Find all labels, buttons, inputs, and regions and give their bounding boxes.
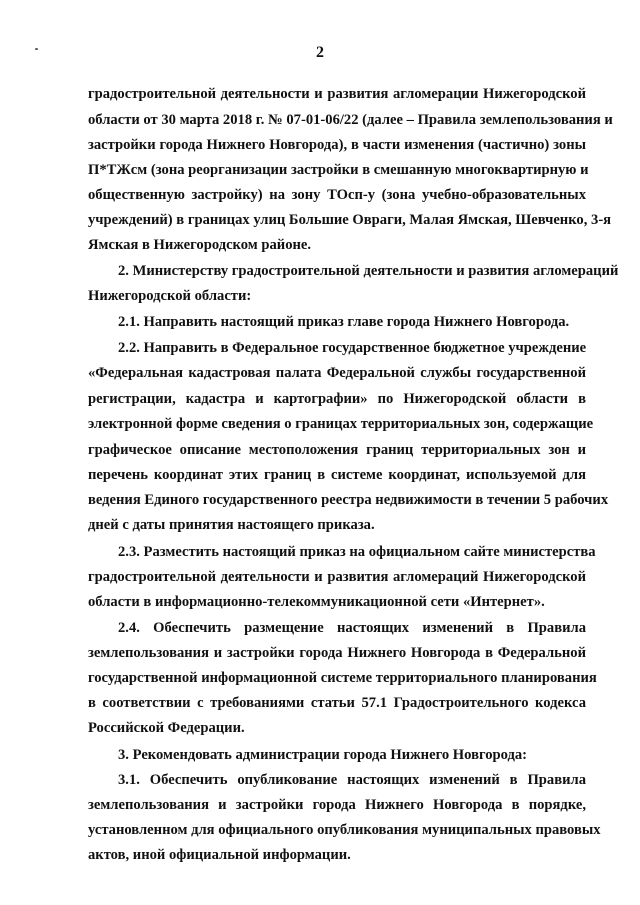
text-line: 2.4. Обеспечить размещение настоящих изменений в Правила — [118, 620, 586, 636]
text-line: актов, иной официальной информации. — [88, 847, 351, 863]
text-line: 2.2. Направить в Федеральное государственное бюджетное учреждение — [118, 340, 587, 356]
page-number: 2 — [316, 44, 324, 61]
text-line: Нижегородской области: — [88, 288, 252, 304]
text-line: 2.3. Разместить настоящий приказ на официальном сайте министерства — [118, 544, 596, 560]
text-line: землепользования и застройки города Нижнего Новгорода в Федеральной — [88, 645, 586, 661]
text-line: в соответствии с требованиями статьи 57.1 Градостроительного кодекса — [88, 695, 586, 711]
text-line: государственной информационной системе территориального планирования — [88, 670, 597, 686]
text-line: графическое описание местоположения границ территориальных зон и — [88, 442, 586, 458]
text-line: электронной форме сведения о границах территориальных зон, содержащие — [88, 416, 594, 432]
text-line: 2.1. Направить настоящий приказ главе города Нижнего Новгорода. — [118, 314, 570, 330]
text-line: области от 30 марта 2018 г. № 07-01-06/22 (далее – Правила землепользования и — [88, 112, 613, 128]
text-line: землепользования и застройки города Нижнего Новгорода в порядке, — [88, 797, 586, 813]
text-line: 3.1. Обеспечить опубликование настоящих изменений в Правила — [118, 772, 586, 788]
text-line: регистрации, кадастра и картографии» по Нижегородской области в — [88, 391, 586, 407]
text-line: установленном для официального опубликования муниципальных правовых — [88, 822, 601, 838]
text-line: Ямская в Нижегородском районе. — [88, 237, 312, 253]
text-line: дней с даты принятия настоящего приказа. — [88, 517, 375, 533]
text-line: общественную застройку) на зону ТОсп-у (зона учебно-образовательных — [88, 187, 586, 203]
text-line: перечень координат этих границ в системе координат, используемой для — [88, 467, 586, 483]
text-line: «Федеральная кадастровая палата Федеральной службы государственной — [88, 365, 586, 381]
text-line: градостроительной деятельности и развития агломерации Нижегородской — [88, 86, 586, 102]
text-line: Российской Федерации. — [88, 720, 245, 736]
text-line: 2. Министерству градостроительной деятельности и развития агломераций — [118, 263, 619, 279]
text-line: П*ТЖсм (зона реорганизации застройки в смешанную многоквартирную и — [88, 162, 589, 178]
text-line: 3. Рекомендовать администрации города Нижнего Новгорода: — [118, 747, 528, 763]
text-line: области в информационно-телекоммуникационной сети «Интернет». — [88, 594, 545, 610]
text-line: ведения Единого государственного реестра недвижимости в течении 5 рабочих — [88, 492, 609, 508]
text-line: застройки города Нижнего Новгорода), в части изменения (частично) зоны — [88, 137, 586, 153]
text-line: учреждений) в границах улиц Большие Овраги, Малая Ямская, Шевченко, 3-я — [88, 212, 612, 228]
text-line: градостроительной деятельности и развития агломераций Нижегородской — [88, 569, 586, 585]
